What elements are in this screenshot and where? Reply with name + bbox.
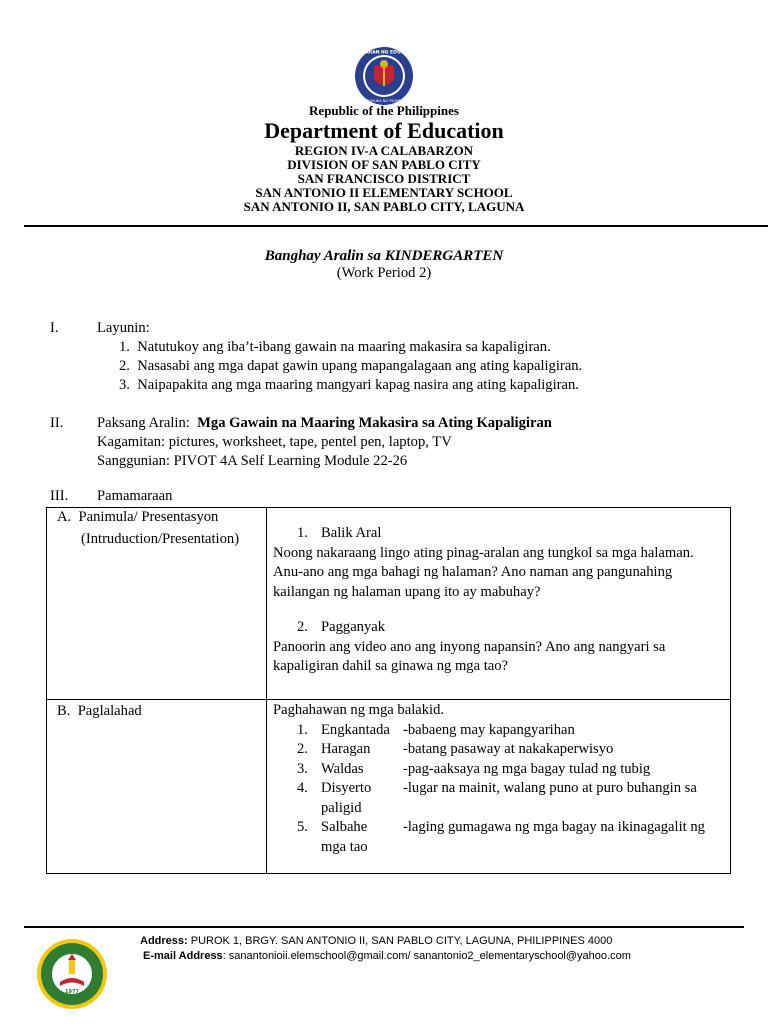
objectives-list	[119, 338, 739, 395]
plan-title-prefix: Banghay Aralin sa	[264, 248, 381, 264]
division-line: DIVISION OF SAN PABLO CITY	[287, 157, 481, 172]
section1-numeral: I.	[50, 320, 59, 336]
department-title: Department of Education	[264, 118, 504, 143]
row-a-label-text: Panimula/ Presentasyon	[78, 509, 219, 525]
vocab-number: 3.	[297, 760, 308, 777]
vocab-item	[273, 740, 724, 760]
school-address-line: SAN ANTONIO II, SAN PABLO CITY, LAGUNA	[243, 199, 525, 214]
objective-number: 3.	[119, 377, 130, 393]
vocab-term: Engkantada	[321, 721, 390, 738]
footer-address	[140, 935, 760, 947]
paglalahad-intro: Paghahawan ng mga balakid.	[273, 702, 445, 718]
section1-heading: Layunin:	[97, 320, 150, 336]
objective-item	[119, 376, 739, 395]
kagamitan-line: Kagamitan: pictures, worksheet, tape, pentel pen, laptop, TV	[97, 434, 452, 450]
balik-aral-text: Noong nakaraang lingo ating pinag-aralan ang tungkol sa mga halaman. Anu-ano ang mga bahagi ng halaman? Ano naman ang pangunahing kailangan ng halaman upang ito ay mabuhay?	[273, 544, 694, 600]
address-value: PUROK 1, BRGY. SAN ANTONIO II, SAN PABLO CITY, LAGUNA, PHILIPPINES 4000	[190, 935, 613, 947]
vocab-item	[273, 721, 724, 741]
vocab-number: 2.	[297, 741, 308, 757]
republic-line: Republic of the Philippines	[309, 103, 459, 118]
sanggunian-line: Sanggunian: PIVOT 4A Self Learning Module 22-26	[97, 453, 408, 469]
paksa-label: Paksang Aralin:	[97, 415, 190, 431]
objective-text: Natutukoy ang iba’t-ibang gawain na maaring makasira sa kapaligiran.	[137, 339, 551, 355]
list-item	[273, 524, 724, 544]
objective-number: 2.	[119, 358, 130, 374]
row-a-label-sub: (Intruduction/Presentation)	[81, 530, 240, 547]
deped-seal-logo	[336, 46, 432, 106]
vocab-definition: -lugar na mainit, walang puno at puro buhangin sa	[403, 780, 697, 796]
vocab-item	[273, 779, 724, 799]
svg-text:1977: 1977	[65, 989, 79, 995]
table-row	[47, 508, 731, 700]
section2-block	[97, 414, 737, 471]
section2-numeral: II.	[50, 415, 64, 431]
region-line: REGION IV-A CALABARZON	[294, 143, 474, 158]
svg-text:KAGAWARAN NG EDUKASYON: KAGAWARAN NG EDUKASYON	[346, 50, 422, 56]
paksa-value: Mga Gawain na Maaring Makasira sa Ating Kapaligiran	[197, 415, 552, 431]
row-a-letter: A.	[57, 509, 72, 525]
row-b-label-cell	[47, 700, 267, 874]
row-b-label-text: Paglalahad	[77, 703, 142, 719]
vocab-term: Salbahe	[321, 819, 368, 835]
address-label: Address:	[140, 935, 188, 947]
vocab-term: Disyerto	[321, 780, 372, 796]
school-line: SAN ANTONIO II ELEMENTARY SCHOOL	[255, 185, 513, 200]
footer-divider	[24, 926, 744, 928]
objective-text: Nasasabi ang mga dapat gawin upang mapangalagaan ang ating kapaligiran.	[137, 358, 583, 374]
vocab-item	[273, 818, 724, 838]
vocab-continuation: paligid	[321, 799, 362, 816]
vocab-number: 5.	[297, 819, 308, 835]
email-label: E-mail Address	[143, 950, 223, 962]
plan-title	[0, 247, 768, 265]
pagganyak-text: Panoorin ang video ano ang inyong napansin? Ano ang nangyari sa kapaligiran dahil sa ginawa ng mga tao?	[273, 638, 666, 674]
vocab-term: Haragan	[321, 741, 371, 757]
objective-text: Naipapakita ang mga maaring mangyari kapag nasira ang ating kapaligiran.	[137, 377, 579, 393]
row-a-label-cell	[47, 508, 267, 700]
vocab-item	[273, 760, 724, 780]
svg-text:REPUBLIKA NG PILIPINAS: REPUBLIKA NG PILIPINAS	[361, 99, 407, 103]
vocab-definition: -laging gumagawa ng mga bagay na ikinagagalit ng	[403, 819, 705, 835]
row-b-content-cell	[267, 700, 731, 874]
school-seal-logo	[36, 938, 108, 1010]
list-item	[273, 618, 724, 638]
objective-number: 1.	[119, 339, 130, 355]
vocab-definition: -batang pasaway at nakakaperwisyo	[403, 741, 614, 757]
vocab-number: 1.	[297, 721, 308, 738]
email-value: : sanantonioii.elemschool@gmail.com/ sanantonio2_elementaryschool@yahoo.com	[222, 950, 631, 962]
vocab-definition: -babaeng may kapangyarihan	[403, 721, 575, 738]
row-b-label	[47, 702, 266, 722]
row-a-content-cell	[267, 508, 731, 700]
pagganyak-title: Pagganyak	[321, 619, 386, 635]
footer-email	[143, 950, 763, 962]
vocab-continuation: mga tao	[321, 838, 368, 855]
paksa-line	[97, 414, 737, 433]
balik-aral-title: Balik Aral	[321, 525, 382, 541]
plan-title-subject: KINDERGARTEN	[384, 248, 504, 264]
district-line: SAN FRANCISCO DISTRICT	[297, 171, 471, 186]
section3-heading: Pamamaraan	[97, 488, 173, 504]
objective-item	[119, 357, 739, 376]
vocab-term: Waldas	[321, 760, 364, 777]
header-divider	[24, 225, 768, 227]
objective-item	[119, 338, 739, 357]
vocab-definition: -pag-aaksaya ng mga bagay tulad ng tubig	[403, 760, 651, 777]
plan-subtitle: (Work Period 2)	[336, 265, 432, 281]
row-b-letter: B.	[57, 703, 71, 719]
vocab-number: 4.	[297, 780, 308, 796]
item-number: 1.	[297, 525, 308, 541]
item-number: 2.	[297, 619, 308, 635]
table-row	[47, 700, 731, 874]
row-a-label	[47, 508, 266, 528]
procedure-table	[46, 507, 731, 874]
section3-numeral: III.	[50, 488, 69, 504]
